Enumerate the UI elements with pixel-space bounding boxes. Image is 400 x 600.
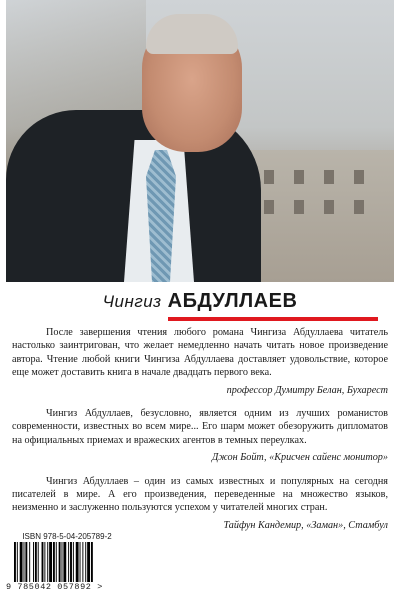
blurb-attribution: Джон Бойт, «Крисчен сайенс монитор» xyxy=(211,452,388,464)
barcode xyxy=(6,532,128,596)
blurb-2 xyxy=(12,407,388,465)
blurb-3 xyxy=(12,475,388,533)
barcode-bar xyxy=(35,542,37,582)
barcode-bar xyxy=(85,542,86,582)
barcode-bar xyxy=(42,542,44,582)
barcode-bar xyxy=(91,542,93,582)
author-first-name: Чингиз xyxy=(102,292,162,311)
building-window xyxy=(264,170,274,184)
barcode-bar xyxy=(59,542,61,582)
building-window xyxy=(294,170,304,184)
blurbs xyxy=(12,326,388,532)
barcode-bar xyxy=(38,542,39,582)
barcode-bar xyxy=(87,542,90,582)
barcode-bar xyxy=(47,542,48,582)
barcode-bar xyxy=(73,542,74,582)
barcode-bar xyxy=(17,542,18,582)
blurb-quote: Чингиз Абдуллаев, безусловно, является одним из лучших романистов современности, известных во всем мире... Его шарм может обезоружить дипломатов на официальных приемах и вражеских агентов в темных переулках. xyxy=(12,408,388,446)
blurb-quote: Чингиз Абдуллаев – один из самых известных и популярных на сегодня писателей в мире. А его произведения, переведенные на множество языков, неизменно и заслуженно пользуются успехом у читателей многих стран. xyxy=(12,475,388,514)
author-last-name: АБДУЛЛАЕВ xyxy=(167,290,298,312)
building-window xyxy=(354,170,364,184)
barcode-digits: 9 785042 057892 > xyxy=(6,582,103,592)
author-photo xyxy=(6,0,394,282)
building-window xyxy=(294,200,304,214)
background-building xyxy=(244,150,394,282)
barcode-bar xyxy=(62,542,63,582)
building-window xyxy=(264,200,274,214)
building-window xyxy=(324,170,334,184)
isbn-label: ISBN 978-5-04-205789-2 xyxy=(22,532,112,541)
blurb-attribution: Тайфун Кандемир, «Заман», Стамбул xyxy=(223,519,388,531)
barcode-bar xyxy=(14,542,16,582)
barcode-bar xyxy=(82,542,83,582)
barcode-bar xyxy=(68,542,69,582)
barcode-bar xyxy=(53,542,55,582)
barcode-bar xyxy=(25,542,27,582)
barcode-bar xyxy=(56,542,57,582)
hair xyxy=(146,14,238,54)
barcode-bar xyxy=(63,542,66,582)
author-title xyxy=(0,290,400,313)
barcode-bar xyxy=(80,542,81,582)
red-divider xyxy=(168,317,378,321)
blurb-quote: После завершения чтения любого романа Чингиза Абдуллаева читатель настолько заинтригован, что желает немедленно начать читать новое произведение автора. Чтение любой книги Чингиза Абдуллаева доставляет удовольствие, которое еще может доставить книга в начале двадцать первого века. xyxy=(12,327,388,379)
building-window xyxy=(324,200,334,214)
blurb-attribution: профессор Думитру Белан, Бухарест xyxy=(226,384,388,396)
barcode-bar xyxy=(44,542,45,582)
author-name xyxy=(103,290,298,312)
barcode-bar xyxy=(29,542,30,582)
building-window xyxy=(354,200,364,214)
blurb-1 xyxy=(12,326,388,397)
barcode-bar xyxy=(70,542,72,582)
barcode-bar xyxy=(24,542,25,582)
barcode-bar xyxy=(49,542,52,582)
barcode-bars xyxy=(12,542,122,582)
barcode-bar xyxy=(76,542,79,582)
barcode-bar xyxy=(20,542,23,582)
barcode-bar xyxy=(33,542,34,582)
